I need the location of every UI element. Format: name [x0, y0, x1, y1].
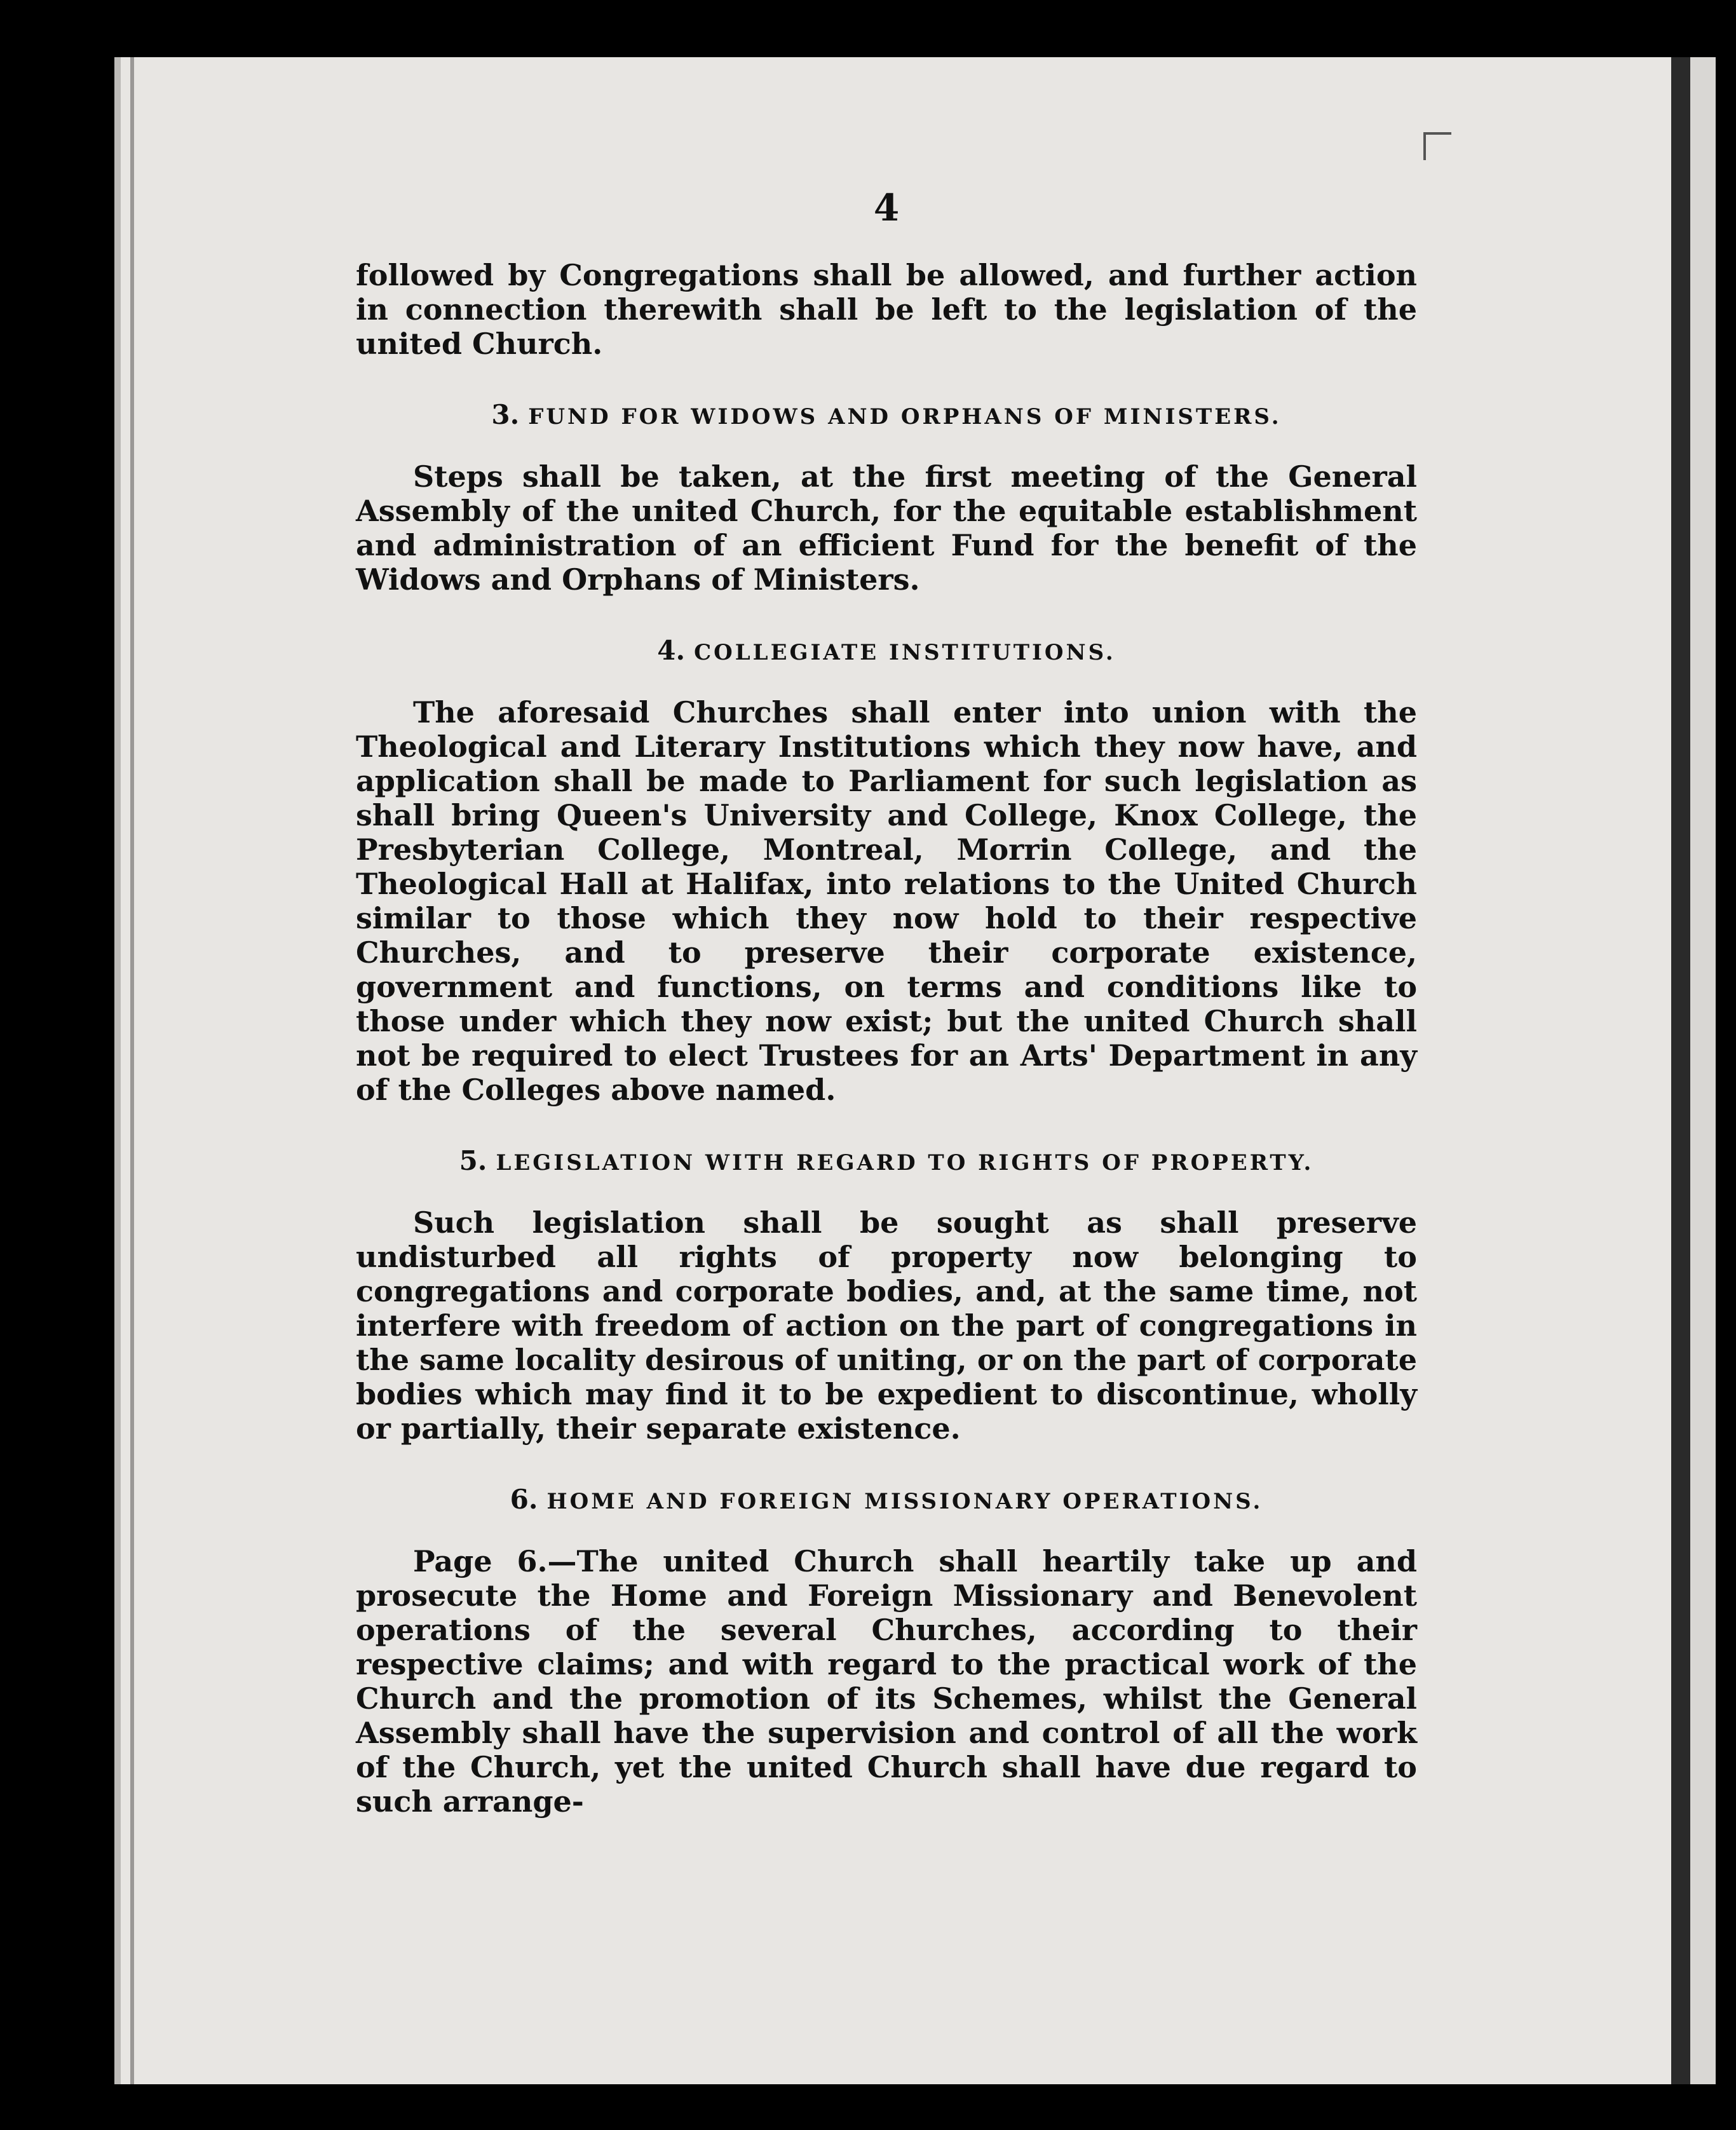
facing-page-edge	[1671, 57, 1690, 2084]
section-number: 3.	[491, 399, 520, 430]
page-number: 4	[873, 186, 900, 229]
section-number: 4.	[657, 635, 686, 666]
section-body-property: Such legislation shall be sought as shall preserve undisturbed all rights of property now belonging to congregations and corporate bodies, and, at the same time, not interfere with freedom of action on the part of congregations in the same locality desirous of uniting, or on the part of corporate bodies which may find it to be expedient to discontinue, wholly or partially, their separate existence.	[356, 1205, 1417, 1446]
section-heading-widows-fund	[356, 398, 1417, 434]
section-number: 6.	[510, 1484, 538, 1515]
section-body-widows-fund: Steps shall be taken, at the first meeting of the General Assembly of the united Church, for the equitable establishment and administration of an efficient Fund for the benefit of the Widows and Orphans of Ministers.	[356, 459, 1417, 597]
section-title: COLLEGIATE INSTITUTIONS.	[694, 640, 1116, 665]
facing-page-strip	[1690, 57, 1716, 2084]
section-title: LEGISLATION WITH REGARD TO RIGHTS OF PROPERTY.	[496, 1150, 1314, 1176]
section-title: FUND FOR WIDOWS AND ORPHANS OF MINISTERS.	[528, 404, 1282, 430]
section-heading-property	[356, 1144, 1417, 1180]
document-text	[356, 186, 1417, 1819]
section-body-collegiate: The aforesaid Churches shall enter into union with the Theological and Literary Institutions which they now have, and application shall be made to Parliament for such legislation as shall bring Queen's University and College, Knox College, the Presbyterian College, Montreal, Morrin College, and the Theological Hall at Halifax, into relations to the United Church similar to those which they now hold to their respective Churches, and to preserve their corporate existence, government and functions, on terms and conditions like to those under which they now exist; but the united Church shall not be required to elect Trustees for an Arts' Department in any of the Colleges above named.	[356, 695, 1417, 1107]
section-heading-missions	[356, 1482, 1417, 1519]
crop-mark-icon	[1423, 132, 1451, 160]
section-body-missions: Page 6.—The united Church shall heartily take up and prosecute the Home and Foreign Missionary and Benevolent operations of the several Churches, according to their respective claims; and with regard to the practical work of the Church and the promotion of its Schemes, whilst the General Assembly shall have the supervision and control of all the work of the Church, yet the united Church shall have due regard to such arrange-	[356, 1544, 1417, 1819]
section-heading-collegiate	[356, 634, 1417, 670]
section-number: 5.	[459, 1145, 487, 1176]
section-title: HOME AND FOREIGN MISSIONARY OPERATIONS.	[546, 1489, 1263, 1514]
intro-paragraph: followed by Congregations shall be allowed, and further action in connection therewith shall be left to the legislation of the united Church.	[356, 258, 1417, 361]
page-fold-line	[130, 57, 134, 2084]
